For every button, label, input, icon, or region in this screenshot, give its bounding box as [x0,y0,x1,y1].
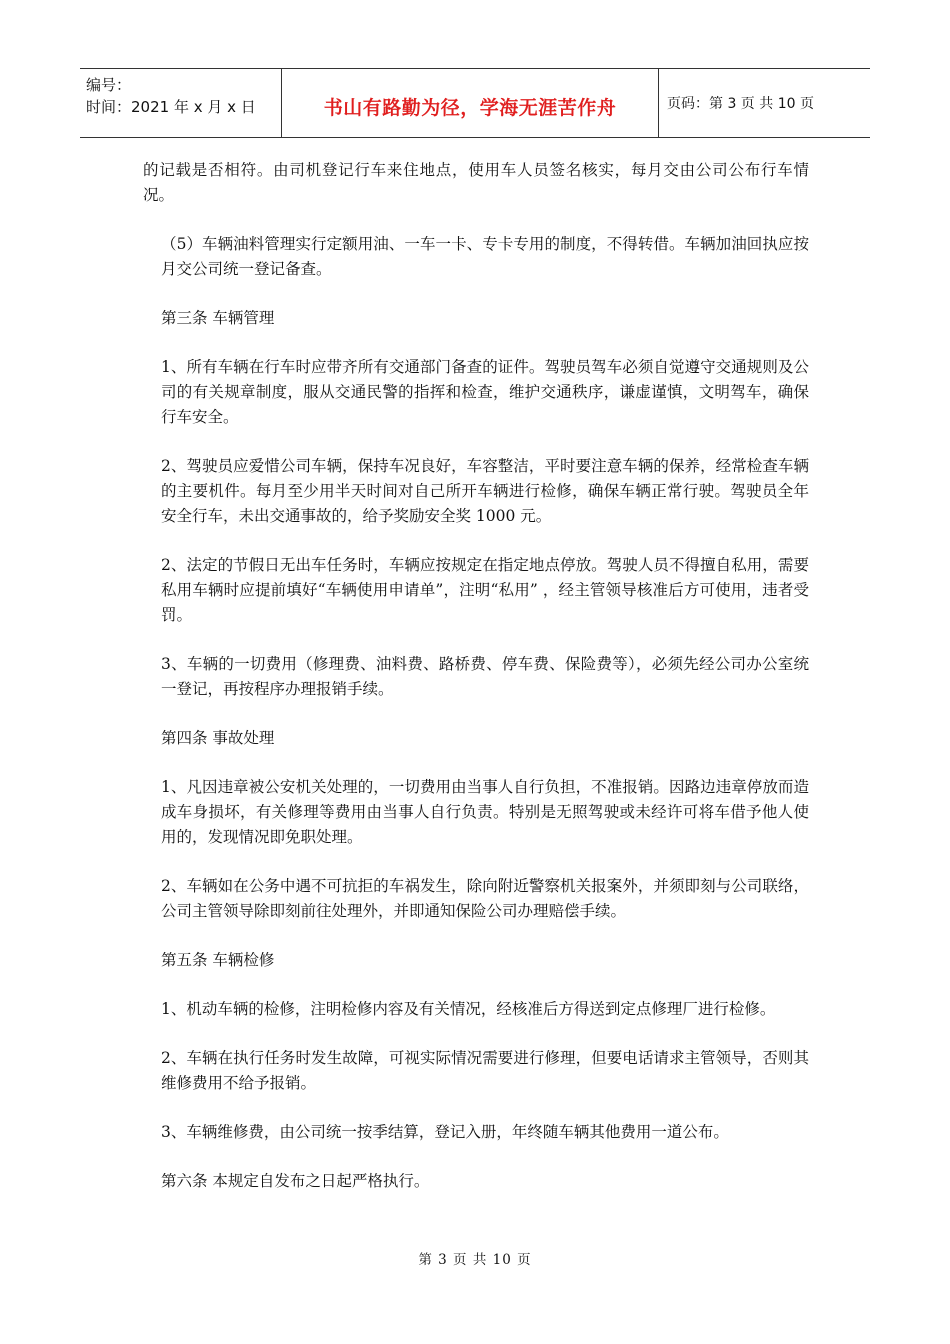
page-footer: 第 3 页 共 10 页 [418,1252,532,1268]
body-paragraph: 的记载是否相符。由司机登记行车来住地点，使用车人员签名核实，每月交由公司公布行车情况。 [143,161,809,204]
body-paragraph: 1、机动车辆的检修，注明检修内容及有关情况，经核准后方得送到定点修理厂进行检修。 [161,1000,776,1018]
body-paragraph: （5）车辆油料管理实行定额用油、一车一卡、专卡专用的制度，不得转借。车辆加油回执应按月交公司统一登记备查。 [161,235,809,278]
article-heading: 第四条 事故处理 [161,729,275,747]
body-paragraph: 1、凡因违章被公安机关处理的，一切费用由当事人自行负担，不准报销。因路边违章停放而造成车身损坏，有关修理等费用由当事人自行负责。特别是无照驾驶或未经许可将车借予他人使用的，发现情况即免职处理。 [161,778,809,846]
header-page-info: 页码：第 3 页 共 10 页 [667,96,814,112]
body-paragraph: 2、车辆在执行任务时发生故障，可视实际情况需要进行修理，但要电话请求主管领导，否则其维修费用不给予报销。 [161,1049,809,1092]
body-paragraph: 3、车辆的一切费用（修理费、油料费、路桥费、停车费、保险费等），必须先经公司办公室统一登记，再按程序办理报销手续。 [161,655,809,698]
body-paragraph: 3、车辆维修费，由公司统一按季结算，登记入册，年终随车辆其他费用一道公布。 [161,1123,729,1141]
document-body [143,158,809,1194]
body-paragraph: 1、所有车辆在行车时应带齐所有交通部门备查的证件。驾驶员驾车必须自觉遵守交通规则及公司的有关规章制度，服从交通民警的指挥和检查，维护交通秩序，谦虚谨慎，文明驾车，确保行车安全。 [161,358,809,426]
article-heading: 第六条 本规定自发布之日起严格执行。 [161,1172,430,1190]
header-motto-cell [282,69,659,137]
header-meta [80,69,282,137]
article-heading: 第五条 车辆检修 [161,951,275,969]
body-paragraph: 2、法定的节假日无出车任务时，车辆应按规定在指定地点停放。驾驶人员不得擅自私用，需要私用车辆时应提前填好“车辆使用申请单”，注明“私用” ，经主管领导核准后方可使用，违者受罚。 [161,556,809,624]
body-paragraph: 2、车辆如在公务中遇不可抗拒的车祸发生，除向附近警察机关报案外，并须即刻与公司联络，公司主管领导除即刻前往处理外，并即通知保险公司办理赔偿手续。 [161,877,809,920]
article-heading: 第三条 车辆管理 [161,309,275,327]
header-motto: 书山有路勤为径，学海无涯苦作舟 [323,96,617,119]
document-header [80,68,870,138]
document-number-label: 编号： [86,76,132,94]
body-paragraph: 2、驾驶员应爱惜公司车辆，保持车况良好，车容整洁，平时要注意车辆的保养，经常检查车辆的主要机件。每月至少用半天时间对自己所开车辆进行检修，确保车辆正常行驶。驾驶员全年安全行车，未出交通事故的，给予奖励安全奖 1000 元。 [161,457,809,525]
document-date-label: 时间：2021 年 x 月 x 日 [86,98,256,116]
